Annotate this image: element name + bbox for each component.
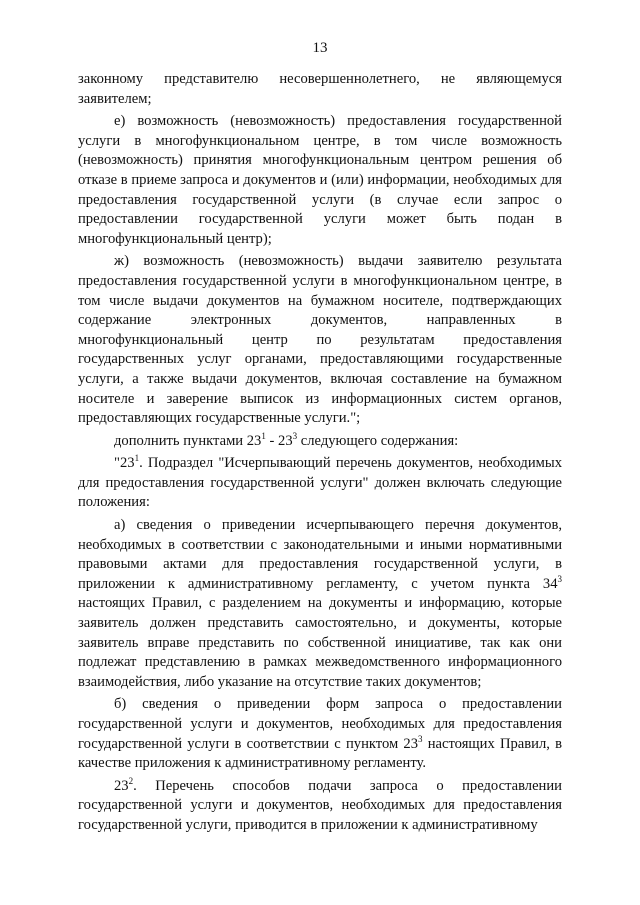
paragraph-continuation: законному представителю несовершеннолетнего, не являющемуся заявителем; bbox=[78, 71, 562, 107]
paragraph-item-a: а) сведения о приведении исчерпывающего перечня документов, необходимых в соответствии с законодательными и иными нормативными правовыми актами для предоставления государственной услуги, в приложении к административному регламенту, с учетом пункта $34^3$ настоящих Правил, с разделением на документы и информацию, которые заявитель должен представить самостоятельно, и документы, которые заявитель вправе представить по собственной инициативе, так как они подлежат представлению в рамках межведомственного информационного взаимодействия, либо указание на отсутствие таких документов; bbox=[78, 517, 562, 690]
paragraph-item-e: е) возможность (невозможность) предоставления государственной услуги в многофункциональном центре, в том числе возможность (невозможность) принятия многофункциональным центром решения об отказе в приеме запроса и документов и (или) информации, необходимых для предоставления государственной услуги (в случае если запрос о предоставлении государственной услуги может быть подан в многофункциональный центр); bbox=[78, 113, 562, 247]
paragraph-point-23-2: $23^2$. Перечень способов подачи запроса о предоставлении государственной услуги и документов, необходимых для предоставления государственной услуги, приводится в приложении к административному bbox=[78, 775, 562, 833]
paragraph-point-23-1: "$23^1$. Подраздел "Исчерпывающий перечень документов, необходимых для предоставления государственной услуги" должен включать следующие положения: bbox=[78, 453, 562, 511]
page-number: 13 bbox=[312, 40, 328, 56]
paragraph-amendment-intro: дополнить пунктами $23^1 - 23^3$ следующего содержания: bbox=[114, 430, 459, 449]
paragraph-item-zh: ж) возможность (невозможность) выдачи заявителю результата предоставления государственной услуги в многофункциональном центре, в том числе выдачи документов на бумажном носителе, подтверждающих содержание электронных документов, направленных в многофункциональный центр по результатам предоставления государственных услуг органами, предоставляющими государственные услуги, а также выдачи документов, включая составление на бумажном носителе и заверение выписок из информационных систем органов, предоставляющих государственные услуги."; bbox=[78, 253, 562, 427]
document-body bbox=[78, 70, 562, 836]
paragraph-item-b: б) сведения о приведении форм запроса о предоставлении государственной услуги и документов, необходимых для предоставления государственной услуги в соответствии с пунктом $23^3$ настоящих Правил, в качестве приложения к административному регламенту. bbox=[78, 696, 562, 772]
